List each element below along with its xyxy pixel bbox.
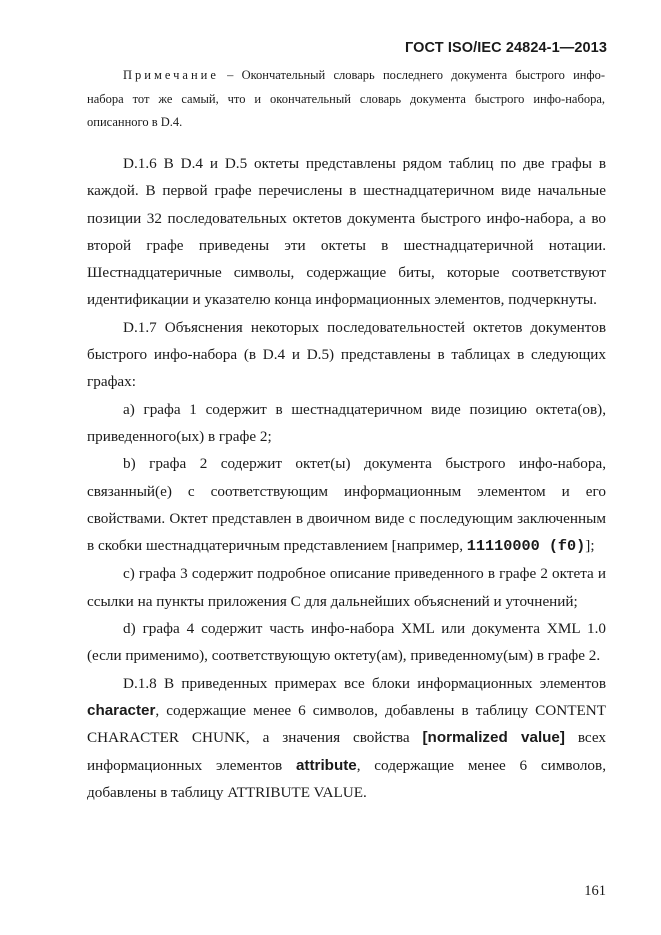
note-block — [87, 64, 605, 135]
keyword-character: character — [87, 701, 156, 719]
keyword-attribute: attribute — [295, 756, 357, 774]
standard-header: ГОСТ ISO/IEC 24824-1—2013 — [405, 40, 607, 56]
list-item-a: а) графа 1 содержит в шестнадцатеричном виде позицию октета(ов), приведенного(ых) в графе 2; — [87, 400, 606, 445]
note-label: Примечание — [123, 68, 219, 82]
list-item-c: с) графа 3 содержит подробное описание приведенного в графе 2 октета и ссылки на пункты приложения С для дальнейших объяснений и уточнений; — [87, 565, 606, 610]
list-item-d: d) графа 4 содержит часть инфо-набора XML или документа XML 1.0 (если применимо), соответствующую октету(ам), приведенному(ым) в графе 2. — [87, 620, 606, 665]
paragraph-d-1-7: D.1.7 Объяснения некоторых последовательностей октетов документов быстрого инфо-набора (в D.4 и D.5) представлены в таблицах в следующих графах: — [87, 318, 606, 391]
paragraph-d-1-8 — [87, 670, 606, 806]
p3-start: D.1.8 В приведенных примерах все блоки информационных элементов — [123, 674, 606, 692]
list-item-b-end: ]; — [585, 537, 595, 555]
body-text — [87, 150, 606, 806]
note-text: – Окончательный словарь последнего документа быстрого инфо-набора тот же самый, что и окончательный словарь документа быстрого инфо-набора, описанного в D.4. — [87, 68, 605, 129]
binary-example-code: 11110000 (f0) — [466, 537, 586, 556]
page-number: 161 — [584, 883, 606, 899]
p3-mid2: всех информационных элементов — [87, 729, 606, 774]
paragraph-d-1-6: D.1.6 В D.4 и D.5 октеты представлены рядом таблиц по две графы в каждой. В первой графе перечислены в шестнадцатеричном виде начальные позиции 32 последовательных октетов документа быстрого инфо-набора, а во второй графе приведены эти октеты в шестнадцатеричной нотации. Шестнадцатеричные символы, содержащие биты, которые соответствуют идентификации и указателю конца информационных элементов, подчеркнуты. — [87, 155, 606, 309]
p3-end: , содержащие менее 6 символов, добавлены в таблицу ATTRIBUTE VALUE. — [87, 756, 606, 801]
list-item-b-text: b) графа 2 содержит октет(ы) документа быстрого инфо-набора, связанный(е) с соответствующим информационным элементом и его свойствами. Октет представлен в двоичном виде с последующим заключенным в скобки шестнадцатеричным представлением [например, — [87, 455, 606, 555]
keyword-normalized-value: [normalized value] — [422, 729, 565, 747]
list-item-b — [87, 450, 606, 560]
p3-mid1: , содержащие менее 6 символов, добавлены в таблицу CONTENT CHARACTER CHUNK, а значения свойства — [87, 701, 606, 747]
